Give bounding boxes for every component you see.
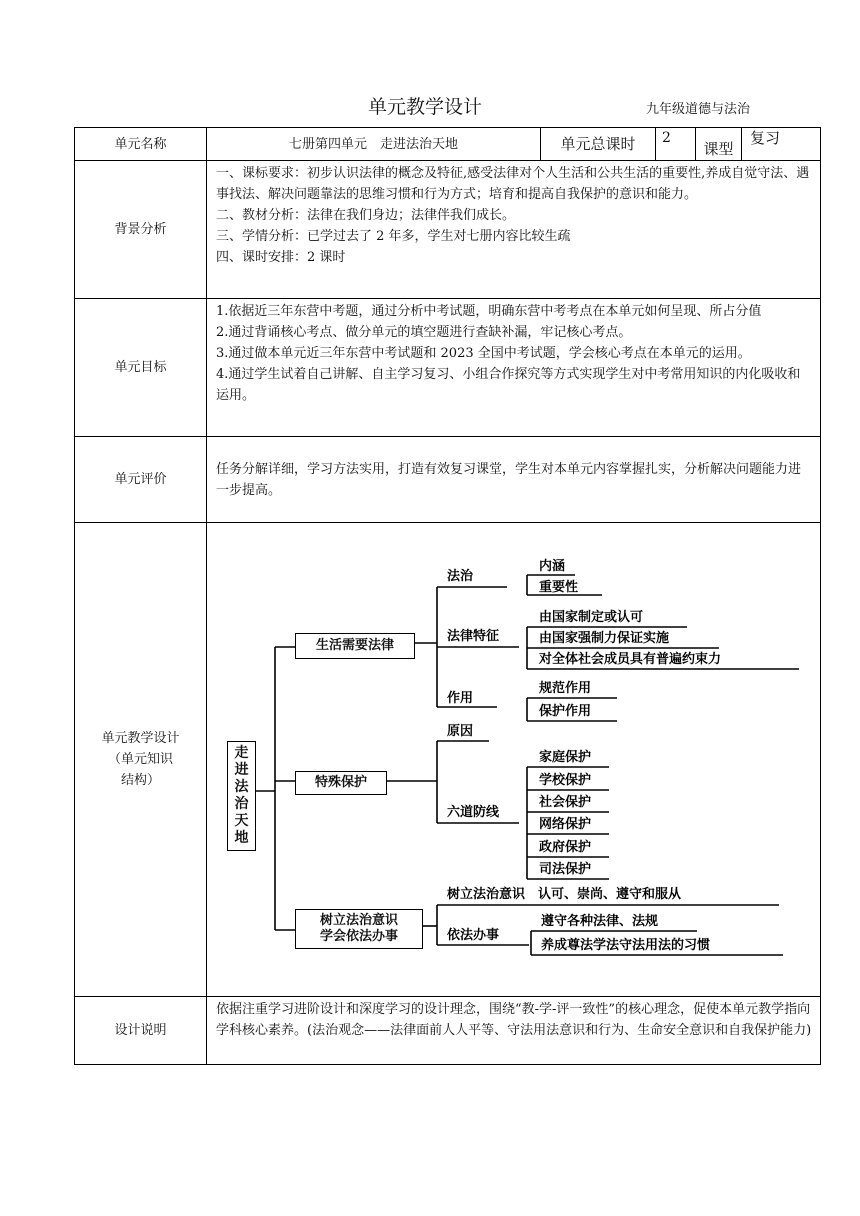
page-subtitle: 九年级道德与法治 [646,102,751,117]
leaf-judicial-protection: 司法保护 [539,862,592,877]
leaf-obey-laws: 遵守各种法律、法规 [541,914,659,929]
background-line: 四、课时安排：2 课时 [216,250,346,265]
branch-life-needs-law: 生活需要法律 [295,633,415,659]
background-line: 一、课标要求：初步认识法律的概念及特征,感受法律对个人生活和公共生活的重要性,养成自觉守法、遇事找法、解决问题靠法的思维习惯和行为方式；培育和提高自我保护的意识和能力。 [216,166,810,202]
leaf-connotation: 内涵 [539,559,566,574]
goals-label: 单元目标 [75,299,207,437]
unit-name-label: 单元名称 [75,128,207,161]
leaf-school-protection: 学校保护 [539,773,592,788]
leaf-network-protection: 网络保护 [539,817,592,832]
goal-line: 4.通过学生试着自己讲解、自主学习复习、小组合作探究等方式实现学生对中考常用知识的内化吸收和运用。 [216,367,801,403]
structure-label-line: （单元知识 [107,752,173,767]
background-line: 二、教材分析：法律在我们身边；法律伴我们成长。 [216,208,516,223]
structure-label-line: 结构） [120,773,160,788]
node-rule-of-law: 法治 [447,569,474,584]
evaluation-row [75,437,821,523]
page-title: 单元教学设计 [368,96,483,118]
total-hours-value: 2 [656,128,696,161]
goals-row [75,299,821,437]
total-hours-label: 单元总课时 [541,128,656,161]
leaf-family-protection: 家庭保护 [539,750,592,765]
structure-row [75,523,821,997]
goal-line: 3.通过做本单元近三年东营中考试题和 2023 全国中考试题，学会核心考点在本单元的运用。 [216,346,751,361]
background-line: 三、学情分析：已学过去了 2 年多，学生对七册内容比较生疏 [216,229,571,244]
branch-legal-awareness-line1: 树立法治意识 [319,913,398,928]
lesson-type-label: 课型 [696,128,742,161]
node-function: 作用 [447,691,474,706]
unit-design-table [74,127,821,1065]
design-note-row [75,997,821,1065]
node-law-features: 法律特征 [447,629,500,644]
background-label: 背景分析 [75,161,207,299]
structure-label-line: 单元教学设计 [101,731,180,746]
design-note-label: 设计说明 [75,997,207,1065]
node-act-by-law: 依法办事 [447,928,500,943]
branch-legal-awareness [295,909,423,949]
leaf-society-protection: 社会保护 [539,795,592,810]
leaf-importance: 重要性 [539,580,579,595]
leaf-feature-1: 由国家制定或认可 [539,610,644,625]
leaf-feature-2: 由国家强制力保证实施 [539,631,670,646]
leaf-protect: 保护作用 [539,704,592,719]
lesson-type-value: 复习 [742,128,821,161]
unit-name-value: 七册第四单元 走进法治天地 [207,128,541,161]
evaluation-label: 单元评价 [75,437,207,523]
leaf-government-protection: 政府保护 [539,840,592,855]
design-note-content: 依据注重学习进阶设计和深度学习的设计理念，围绕“教-学-评一致性”的核心理念，促使本单元教学指向学科核心素养。(法治观念——法律面前人人平等、守法用法意识和行为、生命安全意识和自我保护能力) [207,997,821,1065]
node-legal-awareness-detail: 树立法治意识 认可、崇尚、遵守和服从 [447,887,682,902]
background-content [207,161,821,299]
unit-name-row [75,128,821,161]
structure-label [75,523,207,997]
branch-legal-awareness-line2: 学会依法办事 [319,929,398,944]
goals-content [207,299,821,437]
node-six-defenses: 六道防线 [447,805,500,820]
leaf-regulate: 规范作用 [539,681,592,696]
background-row [75,161,821,299]
node-reason: 原因 [447,724,474,739]
root-node: 走进法治天地 [227,741,256,851]
leaf-feature-3: 对全体社会成员具有普遍约束力 [539,652,722,667]
leaf-law-habits: 养成尊法学法守法用法的习惯 [541,938,711,953]
knowledge-mind-map [207,523,817,995]
branch-special-protection: 特殊保护 [295,771,387,795]
knowledge-structure-cell [207,523,821,997]
goal-line: 2.通过背诵核心考点、做分单元的填空题进行查缺补漏，牢记核心考点。 [216,325,632,340]
evaluation-content: 任务分解详细，学习方法实用，打造有效复习课堂，学生对本单元内容掌握扎实，分析解决问题能力进一步提高。 [207,437,821,523]
goal-line: 1.依据近三年东营中考题，通过分析中考试题，明确东营中考考点在本单元如何呈现、所占分值 [216,304,762,319]
